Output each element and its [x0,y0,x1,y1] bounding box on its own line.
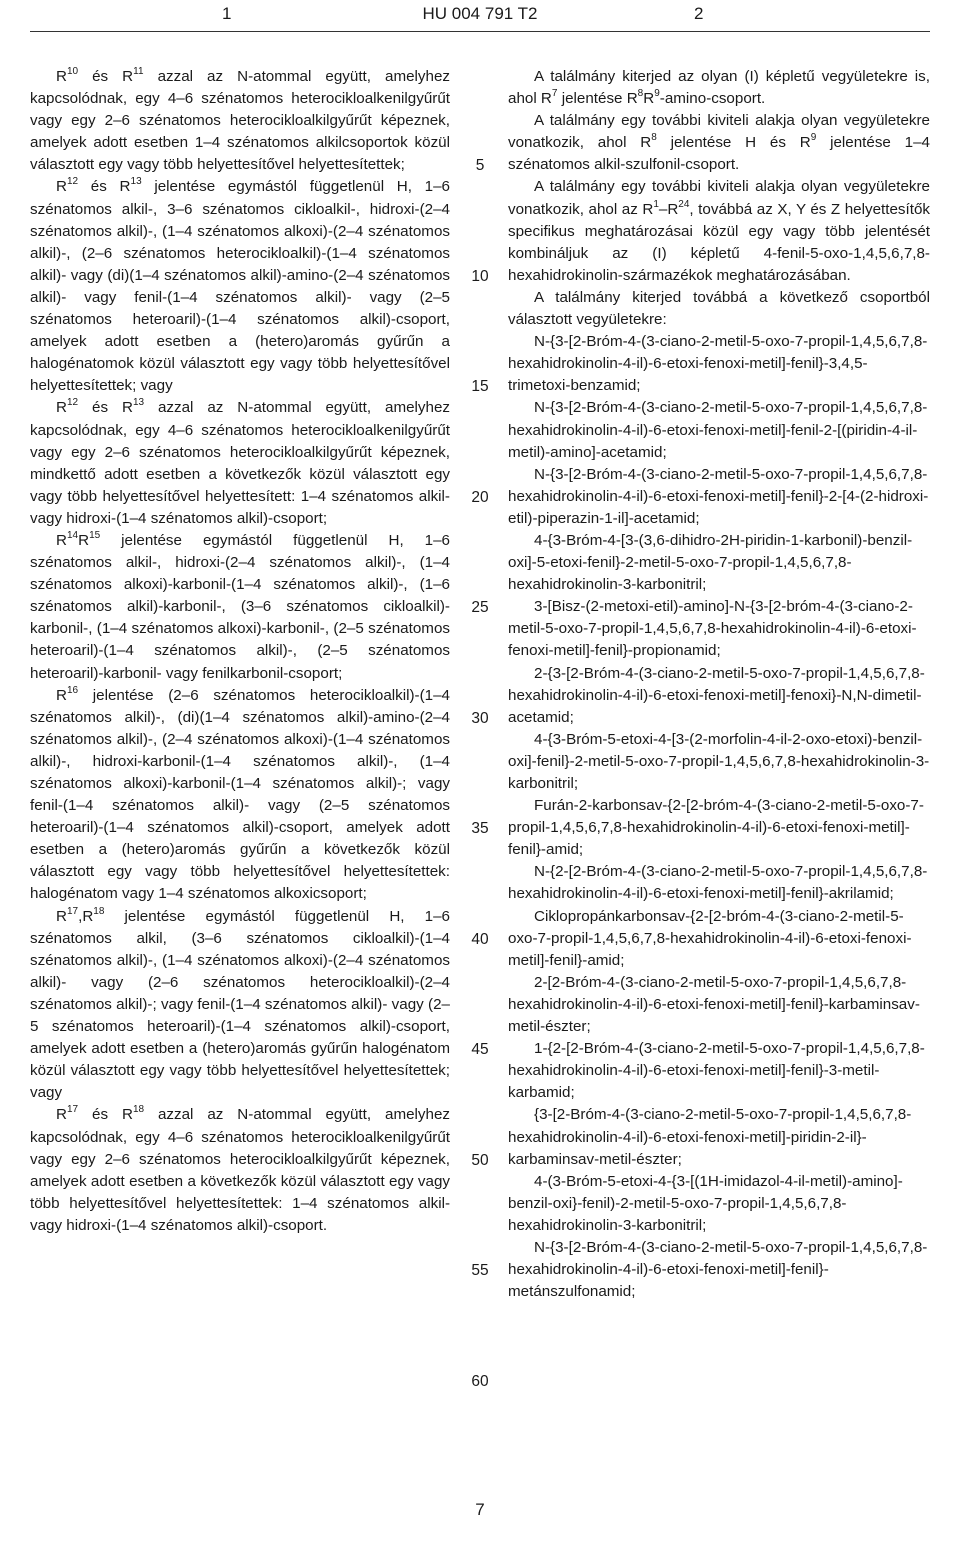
compound-item: 3-[Bisz-(2-metoxi-etil)-amino]-N-{3-[2-bróm-4-(3-ciano-2-metil-5-oxo-7-propil-1,4,5,6,7,8-hexahidrokinolin-4-il)-6-etoxi-fenoxi-metil]-fenil}-propionamid; [508,598,917,660]
line-number: 60 [471,1372,489,1390]
document-id: HU 004 791 T2 [422,4,538,23]
paragraph-r12-r13-def: $R^{12}$ és $R^{13}$ jelentése egymástól függetlenül H, 1–6 szénatomos alkil-, 3–6 szénatomos cikloalkil-, hidroxi-(2–4 szénatomos alkil)-, (1–4 szénatomos alkoxi)-(2–4 szénatomos alkil)-, (2–6 szénatomos heterocikloalkil)-(1–4 szénatomos alkil)- vagy (di)(1–4 szénatomos alkil)-amino-(2–4 szénatomos alkil)- vagy fenil-(1–4 szénatomos alkil)- vagy (2–5 szénatomos heteroaril)-(1–4 szénatomos alkil)-csoport, amelyek adott esetben a (hetero)aromás gyűrűn a halogénatomok közül választott egy vagy több helyettesítővel helyettesítettek; vagy [30,176,451,395]
paragraph-r8-r9: A találmány egy további kiviteli alakja olyan vegyületekre vonatkozik, ahol $R^8$ jelentése H és $R^9$ jelentése 1–4 szénatomos alkil-szulfonil-csoport. [508,112,930,174]
compound-item: N-{3-[2-Bróm-4-(3-ciano-2-metil-5-oxo-7-propil-1,4,5,6,7,8-hexahidrokinolin-4-il)-6-etoxi-fenoxi-metil]-fenil}-metánszulfonamid; [508,1238,928,1301]
paragraph-r10-r11: $R^{10}$ és $R^{11}$ azzal az N-atommal együtt, amelyhez kapcsolódnak, egy 4–6 szénatomos heterocikloalkenilgyűrűt vagy egy 2–6 szénatomos heterocikloalkilgyűrűt képeznek, amelyek adott esetben 1–4 szénatomos alkilcsoportok közül választott egy vagy több helyettesítővel helyettesítettek; [30,65,450,174]
paragraph-r12-r13-ring: $R^{12}$ és $R^{13}$ azzal az N-atommal együtt, amelyhez kapcsolódnak, egy 4–6 szénatomos heterocikloalkenilgyűrűt vagy egy 2–6 szénatomos heterocikloalkilgyűrűt képeznek, mindkettő adott esetben a következők közül választott egy vagy több helyettesítővel helyettesített: 1–4 szénatomos alkil- vagy hidroxi-(1–4 szénatomos alkil)-csoport; [30,397,450,527]
line-number: 5 [475,157,485,174]
line-number: 20 [471,488,489,506]
left-column [30,66,450,1237]
line-number: 35 [471,820,489,837]
compound-item: N-{3-[2-Bróm-4-(3-ciano-2-metil-5-oxo-7-propil-1,4,5,6,7,8-hexahidrokinolin-4-il)-6-etoxi-fenoxi-metil]-fenil}-3,4,5-trimetoxi-benzamid; [508,333,928,395]
line-number: 25 [471,599,489,616]
compound-item: 1-{2-[2-Bróm-4-(3-ciano-2-metil-5-oxo-7-propil-1,4,5,6,7,8-hexahidrokinolin-4-il)-6-etoxi-fenoxi-metil]-fenil}-3-metil-karbamid; [508,1040,925,1102]
paragraph-r16: $R^{16}$ jelentése (2–6 szénatomos heterocikloalkil)-(1–4 szénatomos alkil)-, (di)(1–4 szénatomos alkil)-amino-(2–4 szénatomos alkil)-, (2–4 szénatomos alkoxi)-(1–4 szénatomos alkil)-, hidroxi-karbonil-(1–4 szénatomos alkil)-, (1–4 szénatomos alkoxi)-karbonil-(1–4 szénatomos alkil)-; vagy fenil-(1–4 szénatomos alkil)- vagy (2–5 szénatomos heteroaril)-(1–4 szénatomos alkil)-csoport, amelyek adott esetben a (hetero)aromás gyűrűn a következők közül választott egy vagy több helyettesítővel helyettesítettek: halogénatom vagy 1–4 szénatomos alkoxicsoport; [30,684,450,903]
compound-list [508,331,930,1303]
line-number: 10 [471,267,489,285]
header-rule [30,31,930,32]
paragraph-r17-r18-def: $R^{17},R^{18}$ jelentése egymástól függetlenül H, 1–6 szénatomos alkil, (3–6 szénatomos cikloalkil)-(1–4 szénatomos alkil)-, (1–4 szénatomos alkoxi)-(2–4 szénatomos alkil)- vagy (2–6 szénatomos heterocikloalkil)-(2–4 szénatomos alkil)-; vagy fenil-(1–4 szénatomos alkil)- vagy (2–5 szénatomos heteroaril)-(1–4 szénatomos alkil)-csoport, amelyek adott esetben a (hetero)aromás gyűrűn halogénatom közül választott egy vagy több helyettesítővel helyettesítettek; vagy [30,905,450,1102]
line-number: 55 [471,1262,489,1279]
footer-page-number: 7 [475,1500,485,1519]
compound-item: 2-{3-[2-Bróm-4-(3-ciano-2-metil-5-oxo-7-propil-1,4,5,6,7,8-hexahidrokinolin-4-il)-6-etoxi-fenoxi-metil]-fenoxi}-N,N-dimetil-acetamid; [508,664,925,726]
compound-item: 4-{3-Bróm-4-[3-(3,6-dihidro-2H-piridin-1-karbonil)-benzil-oxi]-5-etoxi-fenil}-2-metil-5-oxo-7-propil-1,4,5,6,7,8-hexahidrokinolin-3-karbonitril; [508,531,913,594]
paragraph-combination: A találmány egy további kiviteli alakja olyan vegyületekre vonatkozik, ahol az $R^1-R^{24}$, továbbá az X, Y és Z helyettesítők specifikus meghatározásai közül egy vagy több jelentését kombináljuk az (I) képletű 4-fenil-5-oxo-1,4,5,6,7,8-hexahidrokinolin-származékok meghatározásában. [508,178,930,284]
line-number: 50 [471,1151,489,1169]
compound-item: 4-{3-Bróm-5-etoxi-4-[3-(2-morfolin-4-il-2-oxo-etoxi)-benzil-oxi]-fenil}-2-metil-5-oxo-7-propil-1,4,5,6,7,8-hexahidrokinolin-3-karbonitril; [508,730,930,792]
paragraph-r7: A találmány kiterjed az olyan (I) képletű vegyületekre is, ahol $R^7$ jelentése $R^8R^9-amino$-csoport. [508,68,930,108]
compound-item: 2-[2-Bróm-4-(3-ciano-2-metil-5-oxo-7-propil-1,4,5,6,7,8-hexahidrokinolin-4-il)-6-etoxi-fenoxi-metil]-fenil}-karbaminsav-metil-észter; [508,973,920,1036]
page-number-left: 1 [222,4,232,23]
compound-item: {3-[2-Bróm-4-(3-ciano-2-metil-5-oxo-7-propil-1,4,5,6,7,8-hexahidrokinolin-4-il)-6-etoxi-fenoxi-metil]-piridin-2-il}-karbaminsav-metil-észter; [508,1106,912,1168]
page-number-right: 2 [694,4,704,23]
compound-item: Ciklopropánkarbonsav-{2-[2-bróm-4-(3-ciano-2-metil-5-oxo-7-propil-1,4,5,6,7,8-hexahidrokinolin-4-il)-6-etoxi-fenoxi-metil]-fenil}-amid; [508,907,912,969]
paragraph-r17-r18-ring: $R^{17}$ és $R^{18}$ azzal az N-atommal együtt, amelyhez kapcsolódnak, egy 4–6 szénatomos heterocikloalkenilgyűrűt vagy egy 2–6 szénatomos heterocikloalkilgyűrűt képeznek, amelyek adott esetben a következők közül választott egy vagy több helyettesítővel helyettesítettek: 1–4 szénatomos alkil- vagy hidroxi-(1–4 szénatomos alkil)-csoport. [30,1104,450,1234]
paragraph-compound-intro: A találmány kiterjed továbbá a következő csoportból választott vegyületekre: [508,288,930,329]
line-number: 30 [471,709,489,727]
line-number: 45 [471,1041,489,1058]
compound-item: N-{3-[2-Bróm-4-(3-ciano-2-metil-5-oxo-7-propil-1,4,5,6,7,8-hexahidrokinolin-4-il)-6-etoxi-fenoxi-metil]-fenil-2-[(piridin-4-il-metil)-amino]-acetamid; [508,399,928,461]
compound-item: N-{2-[2-Bróm-4-(3-ciano-2-metil-5-oxo-7-propil-1,4,5,6,7,8-hexahidrokinolin-4-il)-6-etoxi-fenoxi-metil]-fenil}-akrilamid; [508,863,928,903]
compound-item: N-{3-[2-Bróm-4-(3-ciano-2-metil-5-oxo-7-propil-1,4,5,6,7,8-hexahidrokinolin-4-il)-6-etoxi-fenoxi-metil]-fenil}-2-[4-(2-hidroxi-etil)-piperazin-1-il]-acetamid; [508,465,929,527]
compound-item: 4-(3-Bróm-5-etoxi-4-{3-[(1H-imidazol-4-il-metil)-amino]-benzil-oxi}-fenil)-2-metil-5-oxo-7-propil-1,4,5,6,7,8-hexahidrokinolin-3-karbonitril; [508,1172,903,1234]
paragraph-r14-r15: $R^{14}R^{15}$ jelentése egymástól függetlenül H, 1–6 szénatomos alkil-, hidroxi-(2–4 szénatomos alkil)-, (1–4 szénatomos alkoxi)-karbonil-(1–4 szénatomos alkil)-, (1–6 szénatomos alkil)-karbonil-, (3–6 szénatomos cikloalkil)-karbonil-, (1–4 szénatomos alkoxi)-karbonil-, (2–5 szénatomos heteroaril)-(1–4 szénatomos alkil)-, (2–5 szénatomos heteroaril)-karbonil- vagy fenilkarbonil-csoport; [30,529,450,682]
compound-item: Furán-2-karbonsav-{2-[2-bróm-4-(3-ciano-2-metil-5-oxo-7-propil-1,4,5,6,7,8-hexahidrokinolin-4-il)-6-etoxi-fenoxi-metil]-fenil}-amid; [508,797,924,859]
line-number: 15 [471,378,489,395]
line-number: 40 [471,930,489,948]
right-column [508,66,930,1303]
